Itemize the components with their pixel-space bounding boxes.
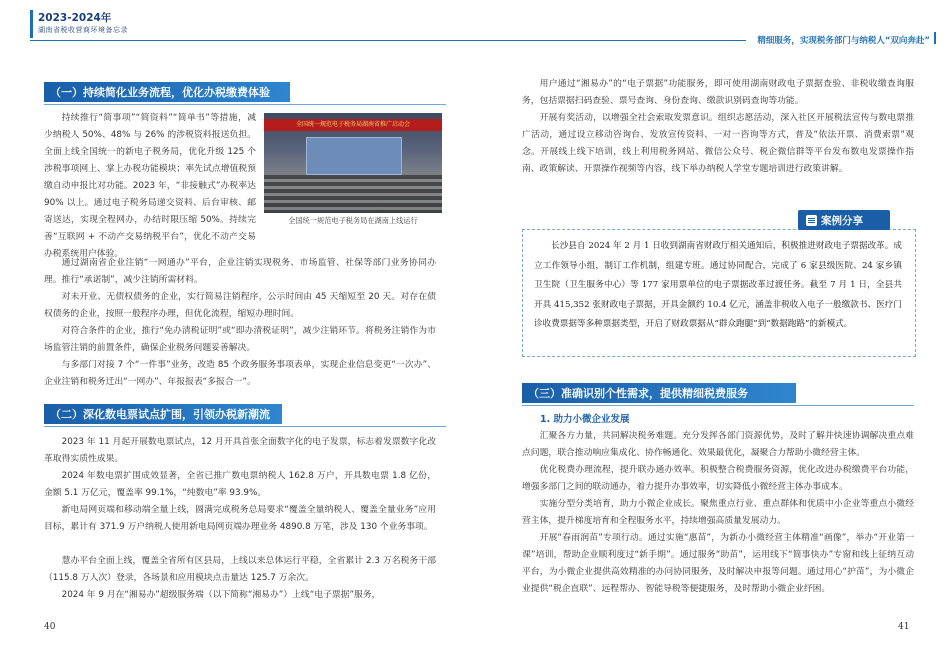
header-accent-bar xyxy=(30,10,33,38)
paragraph: 实施分型分类培育，助力小微企业成长。聚焦重点行业、重点群体和优质中小企业等重点小微经营主体，提升梯度培育和全程服务水平，持续增强高质量发展动力。 xyxy=(522,499,914,526)
case-study-tab xyxy=(798,210,890,230)
page-number: 41 xyxy=(898,622,910,632)
paragraph: 对符合条件的企业，推行“免办清税证明”或“即办清税证明”，减少注销环节。将税务注销作为市场监管注销的前置条件，确保企业税务问题妥善解决。 xyxy=(44,326,436,353)
header-rule xyxy=(30,40,476,41)
header-subtitle: 湖南省税收营商环境备忘录 xyxy=(38,26,128,34)
photo-audience xyxy=(264,175,442,213)
paragraph: 开展“春雨润苗”专项行动。通过实施“惠苗”，为新办小微经营主体精准“画像”，举办“开业第一课”培训，帮助企业顺利度过“新手期”。通过服务“助苗”，运用线下“简事快办”专窗和线上征纳互动平台，为小微企业提供高效精准的办问协同服务，及时解决申报等问题。通过用心“护苗”，为小微企业提供“税企直联”、远程帮办、智能导税等便捷服务，及时帮助小微企业纾困。 xyxy=(522,533,914,594)
paragraph: 慧办平台全面上线，覆盖全省所有区县局，上线以来总体运行平稳，全省累计 2.3 万名税务干部（115.8 万人次）登录，各场景和应用模块点击量达 125.7 万余次。 xyxy=(44,556,436,583)
paragraph: 通过湖南省企业注销“一网通办”平台，企业注销实现税务、市场监管、社保等部门业务协同办理。推行“承诺制”，减少注销所需材料。 xyxy=(44,258,436,285)
paragraph: 2024 年数电票扩围成效显著，全省已推广数电票纳税人 162.8 万户，开具数电票 1.8 亿份，金额 5.1 万亿元，覆盖率 99.1%，“纯数电”率 93.9%。 xyxy=(44,471,436,498)
page-number: 40 xyxy=(44,622,56,632)
photo-screen xyxy=(306,137,402,175)
header-right-title: 精细服务，实现税务部门与纳税人“双向奔赴” xyxy=(757,36,930,46)
paragraph: 汇聚各方力量，共同解决税务难题。充分发挥各部门资源优势，及时了解并快速协调解决重点难点问题，联合推动响应集成化、协作畅通化、效果最优化，凝聚合力帮助小微经营主体。 xyxy=(522,431,914,458)
header-rule xyxy=(476,40,746,41)
header-accent-bar xyxy=(934,32,936,44)
section-heading-1-text: （一）持续简化业务流程，优化办税缴费体验 xyxy=(50,86,270,99)
section-heading-2-text: （二）深化数电票试点扩围，引领办税新潮流 xyxy=(50,408,270,421)
section-rule-1 xyxy=(44,104,446,105)
paragraph: 对未开业、无债权债务的企业，实行简易注销程序，公示时间由 45 天缩短至 20 天。对存在债权债务的企业，按照一般程序办理，但优化流程，缩短办理时间。 xyxy=(44,292,436,319)
paragraph: 与多部门对接 7 个“一件事”业务，改造 85 个政务服务事项表单，实现企业信息变更“一次办”、企业注销和税务迁出“一网办”、年报报表“多报合一”。 xyxy=(44,360,436,387)
photo-caption: 全国统一规范电子税务局在湖南上线运行 xyxy=(288,216,418,225)
section-heading-1 xyxy=(44,82,290,102)
case-study-label: 案例分享 xyxy=(821,214,863,227)
paragraph: 2023 年 11 月起开展数电票试点，12 月开具首张全面数字化的电子发票，标志着发票数字化改革取得实质性成果。 xyxy=(44,437,436,464)
section-rule-2 xyxy=(44,426,446,427)
conference-photo xyxy=(264,113,442,213)
paragraph: 2024 年 9 月在“湘易办”超级服务端（以下简称“湘易办”）上线“电子票据”服务， xyxy=(61,590,381,600)
paragraph: 用户通过“湘易办”的“电子票据”功能服务，即可使用湖南财政电子票据查验、非税收缴查询服务，包括票据扫码查验、票号查询、身份查询、缴款识别码查询等功能。 xyxy=(522,79,914,106)
case-study-text: 长沙县自 2024 年 2 月 1 日收到湖南省财政厅相关通知后，积极推进财政电子票据改革。成立工作领导小组，制订工作机制，组建专班。通过协同配合，完成了 6 家县级医院、24 家乡镇卫生院（卫生服务中心）等 177 家用票单位的电子票据改革过渡任务。截至 7 月 1 日，全县共开具 415,352 张财政电子票据，开具金额约 10.4 亿元，涵盖非税收入电子一般缴款书、医疗门诊收费票据等多种票据类型，开启了财政票据从“群众跑腿”到“数据跑路”的新模式。 xyxy=(534,241,902,329)
paragraph: 开展有奖活动，以增强全社会索取发票意识。组织志愿活动，深入社区开展税法宣传与数电票推广活动，通过设立移动咨询台、发放宣传资料、一对一咨询等方式，普及“依法开票、消费索票”观念。开展线上线下培训，线上利用税务网站、微信公众号、税企微信群等平台发布数电发票操作指南、政策解读、开票操作视频等内容，线下举办纳税人学堂专题培训进行政策讲解。 xyxy=(522,113,914,174)
header-years: 2023-2024年 xyxy=(38,12,112,24)
section-heading-3-text: （三）准确识别个性需求，提供精细税费服务 xyxy=(528,387,748,400)
section-rule-3 xyxy=(522,405,914,406)
section-heading-2 xyxy=(44,404,282,424)
section-heading-3 xyxy=(522,383,796,403)
document-icon xyxy=(806,215,817,226)
paragraph: 持续推行“简事项”“简资料”“简单书”等措施，减少纳税人 50%、48% 与 26% 的涉税资料报送负担。全面上线全国统一的新电子税务局，优化升级 125 个涉税事项网上、掌上办税功能模块；率先试点增值税预缴自动申报比对功能。2023 年，“非接触式”办税率达 90% 以上。通过电子税务局递交资料、后台审核、邮寄送达，实现全程网办，办结时限压缩 50%。持续完善“互联网 + 不动产交易纳税平台”，优化不动产交易办税系统用户体验。 xyxy=(44,113,256,259)
photo-banner: 全国统一规范电子税务局湖南省推广启动会 xyxy=(264,119,442,131)
paragraph: 新电局网页端和移动端全量上线，圆满完成税务总局要求“覆盖全量纳税人、覆盖全量业务”应用目标，累计有 371.9 万户纳税人使用新电局网页端办理业务 4890.8 万笔，涉及 130 个业务事项。 xyxy=(44,505,436,532)
sub-heading: 1. 助力小微企业发展 xyxy=(540,414,630,425)
paragraph: 优化税费办理流程，提升联办通办效率。积极整合税费服务资源，优化改进办税缴费平台功能，增强多部门之间的联动通办，着力提升办事效率，切实降低小微经营主体办事成本。 xyxy=(522,465,914,492)
